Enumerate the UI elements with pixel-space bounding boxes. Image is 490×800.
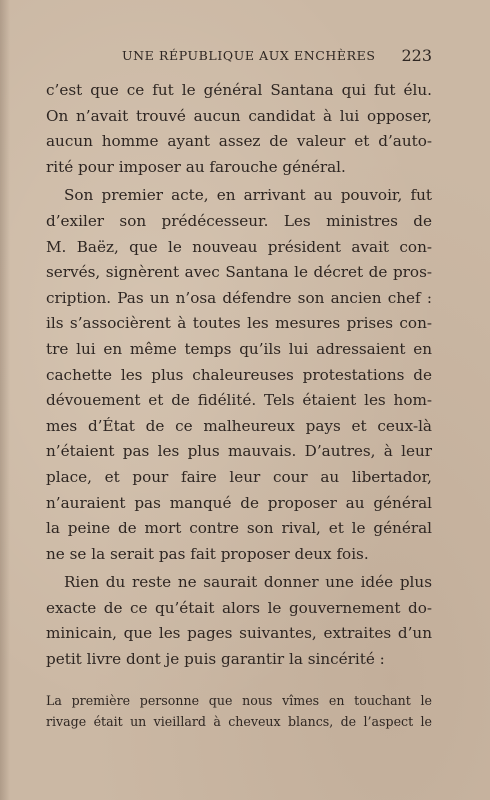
text-line: n’auraient pas manqué de proposer au général	[46, 493, 432, 512]
text-line: Son premier acte, en arrivant au pouvoir, fut	[64, 186, 432, 205]
text-line: petit livre dont je puis garantir la sincérité :	[46, 650, 385, 669]
text-line: Rien du reste ne saurait donner une idée plus	[64, 573, 432, 592]
text-line: cachette les plus chaleureuses protestations de	[46, 365, 432, 384]
text-line: mes d’État de ce malheureux pays et ceux-là	[46, 416, 432, 435]
text-line: cription. Pas un n’osa défendre son ancien chef :	[46, 288, 432, 307]
text-line: ils s’associèrent à toutes les mesures prises con-	[46, 314, 432, 333]
text-line: la peine de mort contre son rival, et le général	[46, 519, 432, 538]
text-line: tre lui en même temps qu’ils lui adressaient en	[46, 339, 432, 358]
text-line: c’est que ce fut le général Santana qui fut élu.	[46, 81, 432, 99]
body-text	[46, 78, 432, 673]
quoted-excerpt	[46, 690, 432, 732]
quote-line: rivage était un vieillard à cheveux blancs, de l’aspect le	[46, 714, 432, 729]
text-line: dévouement et de fidélité. Tels étaient les hom-	[46, 391, 432, 410]
paragraph-1	[46, 78, 432, 180]
text-line: servés, signèrent avec Santana le décret de pros-	[46, 263, 432, 282]
text-line: On n’avait trouvé aucun candidat à lui opposer,	[46, 106, 432, 125]
text-line: minicain, que les pages suivantes, extraites d’un	[46, 624, 432, 643]
text-line: d’exiler son prédécesseur. Les ministres de	[46, 211, 432, 230]
page-header	[46, 48, 432, 68]
quote-line: La première personne que nous vîmes en touchant le	[46, 693, 432, 708]
text-line: aucun homme ayant assez de valeur et d’auto-	[46, 132, 432, 151]
paragraph-2	[46, 183, 432, 567]
page-number: 223	[401, 46, 432, 65]
text-line: n’étaient pas les plus mauvais. D’autres, à leur	[46, 442, 432, 461]
text-line: place, et pour faire leur cour au libertador,	[46, 467, 432, 486]
paragraph-3	[46, 570, 432, 672]
text-line: exacte de ce qu’était alors le gouvernement do-	[46, 598, 432, 617]
text-line: rité pour imposer au farouche général.	[46, 157, 346, 176]
text-line: M. Baëz, que le nouveau président avait con-	[46, 237, 432, 256]
running-head: UNE RÉPUBLIQUE AUX ENCHÈRES	[122, 48, 376, 63]
text-line: ne se la serait pas fait proposer deux fois.	[46, 544, 369, 563]
